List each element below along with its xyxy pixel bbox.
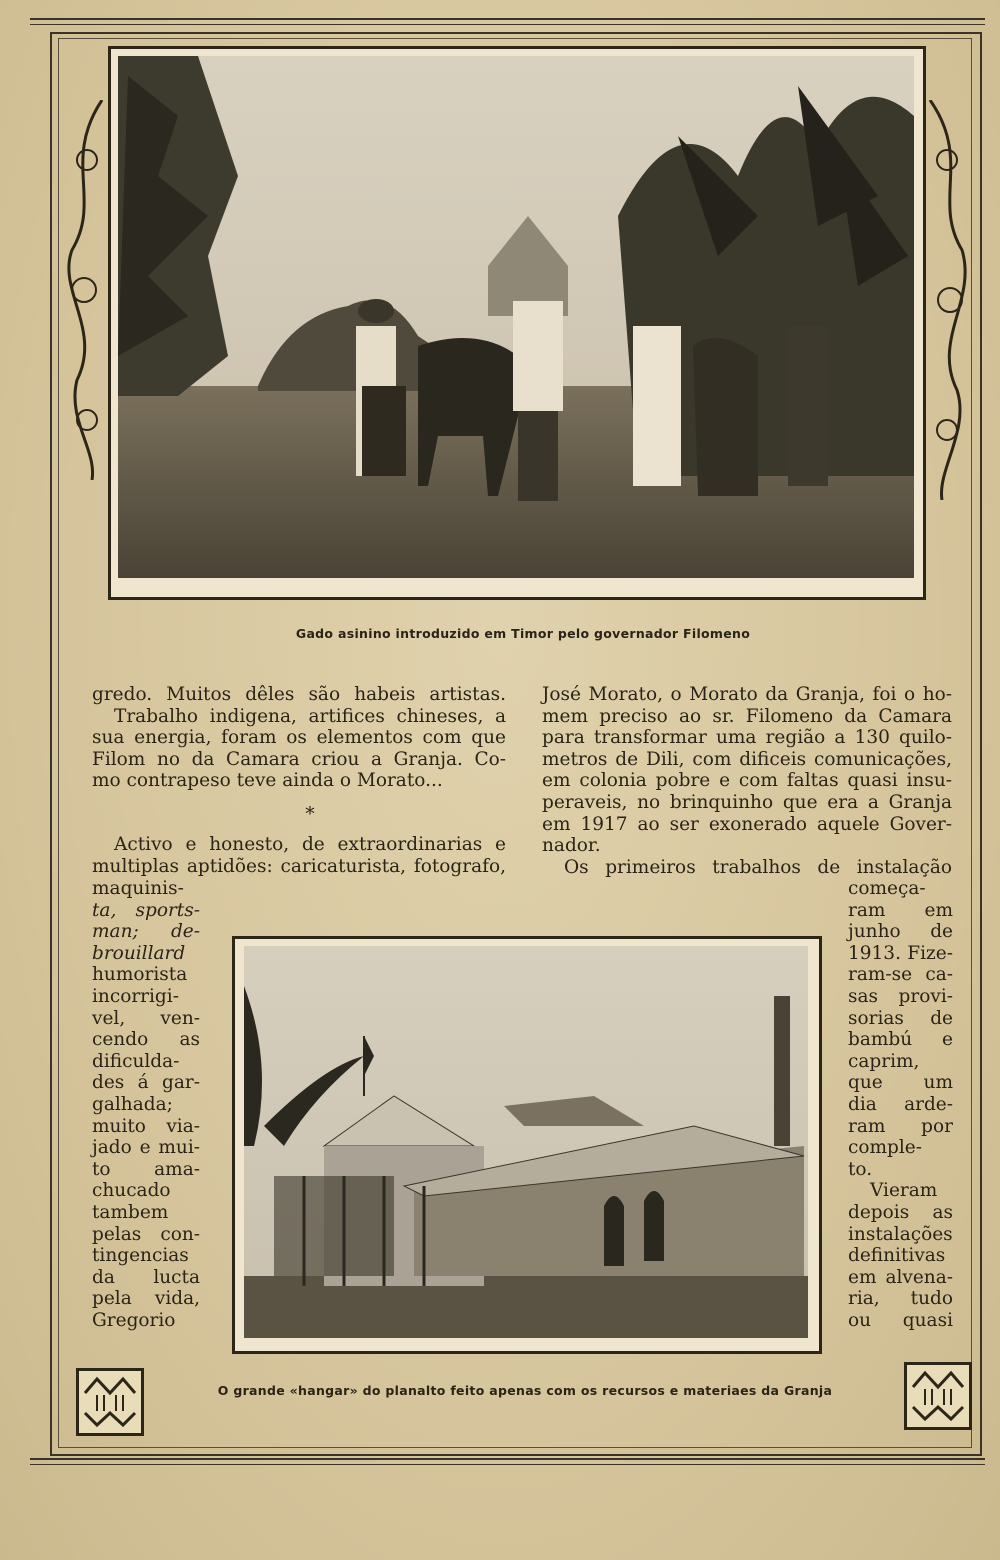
text-line: maquinis- (92, 878, 184, 899)
text-line: Os primeiros trabalhos de instalação (564, 856, 952, 878)
text-line: tambem (92, 1201, 169, 1223)
text-line: sorias de (848, 1007, 953, 1029)
text-line: depois as (848, 1201, 953, 1223)
text-line: José Morato, o Morato da Granja, foi o ho- (542, 684, 952, 705)
text-line: bambú e (848, 1029, 953, 1051)
photo2-caption: O grande «hangar» do planalto feito apenas com os recursos e materiaes da Granja (217, 1383, 833, 1398)
text-line: brouillard (92, 942, 186, 964)
text-line: começa- (848, 878, 926, 899)
text-line: mo contrapeso teve ainda o Morato... (92, 770, 443, 792)
text-line: galhada; (92, 1093, 173, 1115)
text-line: Trabalho indigena, artifices chineses, a (114, 705, 506, 727)
text-line: ria, tudo (848, 1288, 953, 1310)
mw-monogram-icon (904, 1362, 972, 1430)
text-line: dificulda- (92, 1050, 180, 1072)
text-line: to ama- (92, 1158, 200, 1180)
text-line: vel, ven- (92, 1007, 200, 1029)
text-line: ram por (848, 1115, 953, 1137)
mw-monogram-icon (76, 1368, 144, 1436)
text-line: des á gar- (92, 1072, 200, 1094)
text-line: chucado (92, 1180, 171, 1202)
text-line: que um (848, 1072, 953, 1094)
text-line: para transformar uma região a 130 quilo- (542, 727, 952, 749)
top-rule (30, 18, 985, 20)
text-line: man; de- (92, 921, 200, 943)
text-line: Gregorio (92, 1309, 176, 1331)
separator-asterisk: * (305, 804, 315, 825)
text-line: cendo as (92, 1029, 200, 1051)
text-line: da lucta (92, 1266, 200, 1288)
text-line: metros de Dili, com dificeis comunicações, (542, 748, 952, 770)
text-line: dia arde- (848, 1093, 953, 1115)
scroll-ornament-left (62, 100, 110, 480)
text-line: em colonia pobre e com faltas quasi insu- (542, 770, 952, 792)
text-line: tingencias (92, 1245, 189, 1267)
text-line: peraveis, no brinquinho que era a Granja (542, 791, 952, 813)
text-line: ta, sports- (92, 899, 200, 921)
photo-donkeys (118, 56, 914, 578)
text-line: humorista (92, 964, 188, 986)
text-line: ram em (848, 899, 953, 921)
left-column-para2 (92, 834, 506, 877)
text-line: definitivas (848, 1245, 946, 1267)
text-line: muito via- (92, 1115, 200, 1137)
left-column-narrow (92, 878, 200, 1331)
text-line: incorrigi- (92, 985, 179, 1007)
left-column-para1 (92, 684, 506, 792)
photo-hangar (244, 946, 808, 1338)
scroll-ornament-right (922, 100, 972, 500)
text-line: sas provi- (848, 985, 953, 1007)
top-rule-thin (30, 24, 985, 25)
photo1-caption: Gado asinino introduzido em Timor pelo governador Filomeno (295, 626, 751, 641)
text-line: Filom no da Camara criou a Granja. Co- (92, 748, 506, 770)
text-line: ram-se ca- (848, 964, 953, 986)
text-line: multiplas aptidões: caricaturista, fotografo, (92, 855, 506, 877)
text-line: to. (848, 1158, 873, 1180)
text-line: em alvena- (848, 1266, 953, 1288)
text-line: pelas con- (92, 1223, 200, 1245)
text-line: junho de (848, 921, 953, 943)
text-line: gredo. Muitos dêles são habeis artistas. (92, 684, 506, 705)
text-line: pela vida, (92, 1288, 200, 1310)
text-line: mem preciso ao sr. Filomeno da Camara (542, 705, 952, 727)
text-line: Activo e honesto, de extraordinarias e (114, 834, 506, 855)
text-line: jado e mui- (92, 1137, 200, 1159)
text-line: em 1917 ao ser exonerado aquele Gover- (542, 813, 952, 835)
text-line: nador. (542, 835, 601, 857)
text-line: 1913. Fize- (848, 942, 953, 964)
text-line: sua energia, foram os elementos com que (92, 727, 506, 749)
text-line: comple- (848, 1137, 922, 1159)
text-line: instalações (848, 1223, 953, 1245)
text-line: ou quasi (848, 1309, 953, 1331)
text-line: Vieram (870, 1180, 938, 1202)
right-column-narrow (848, 878, 953, 1331)
right-column-para1 (542, 684, 952, 878)
bottom-rule-thin (30, 1464, 985, 1465)
bottom-rule (30, 1458, 985, 1460)
text-line: caprim, (848, 1050, 920, 1072)
